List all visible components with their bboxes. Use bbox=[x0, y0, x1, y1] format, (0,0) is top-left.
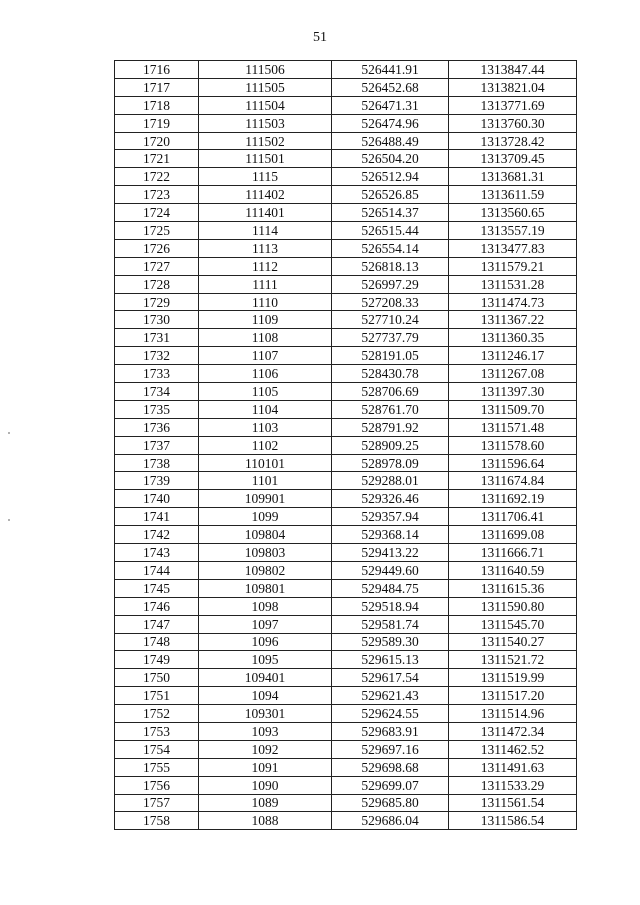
y-coordinate-cell: 1311397.30 bbox=[449, 383, 577, 401]
node-id-cell: 1091 bbox=[199, 758, 332, 776]
point-number-cell: 1722 bbox=[115, 168, 199, 186]
table-row bbox=[115, 257, 577, 275]
x-coordinate-cell: 529581.74 bbox=[332, 615, 449, 633]
node-id-cell: 109901 bbox=[199, 490, 332, 508]
x-coordinate-cell: 529683.91 bbox=[332, 722, 449, 740]
point-number-cell: 1735 bbox=[115, 400, 199, 418]
x-coordinate-cell: 526818.13 bbox=[332, 257, 449, 275]
table-row bbox=[115, 222, 577, 240]
x-coordinate-cell: 529484.75 bbox=[332, 579, 449, 597]
y-coordinate-cell: 1313821.04 bbox=[449, 78, 577, 96]
y-coordinate-cell: 1311615.36 bbox=[449, 579, 577, 597]
coordinates-table-body bbox=[115, 61, 577, 830]
node-id-cell: 109401 bbox=[199, 669, 332, 687]
point-number-cell: 1732 bbox=[115, 347, 199, 365]
y-coordinate-cell: 1311596.64 bbox=[449, 454, 577, 472]
point-number-cell: 1752 bbox=[115, 705, 199, 723]
x-coordinate-cell: 527710.24 bbox=[332, 311, 449, 329]
y-coordinate-cell: 1313681.31 bbox=[449, 168, 577, 186]
point-number-cell: 1739 bbox=[115, 472, 199, 490]
y-coordinate-cell: 1313560.65 bbox=[449, 204, 577, 222]
node-id-cell: 109804 bbox=[199, 526, 332, 544]
y-coordinate-cell: 1311521.72 bbox=[449, 651, 577, 669]
y-coordinate-cell: 1311519.99 bbox=[449, 669, 577, 687]
x-coordinate-cell: 526441.91 bbox=[332, 61, 449, 79]
y-coordinate-cell: 1311474.73 bbox=[449, 293, 577, 311]
y-coordinate-cell: 1311267.08 bbox=[449, 365, 577, 383]
node-id-cell: 1094 bbox=[199, 687, 332, 705]
x-coordinate-cell: 529288.01 bbox=[332, 472, 449, 490]
y-coordinate-cell: 1311531.28 bbox=[449, 275, 577, 293]
y-coordinate-cell: 1311561.54 bbox=[449, 794, 577, 812]
x-coordinate-cell: 528909.25 bbox=[332, 436, 449, 454]
x-coordinate-cell: 529326.46 bbox=[332, 490, 449, 508]
table-row bbox=[115, 812, 577, 830]
point-number-cell: 1733 bbox=[115, 365, 199, 383]
point-number-cell: 1728 bbox=[115, 275, 199, 293]
x-coordinate-cell: 528430.78 bbox=[332, 365, 449, 383]
table-row bbox=[115, 651, 577, 669]
node-id-cell: 1107 bbox=[199, 347, 332, 365]
y-coordinate-cell: 1311706.41 bbox=[449, 508, 577, 526]
node-id-cell: 1090 bbox=[199, 776, 332, 794]
point-number-cell: 1745 bbox=[115, 579, 199, 597]
point-number-cell: 1738 bbox=[115, 454, 199, 472]
node-id-cell: 1109 bbox=[199, 311, 332, 329]
point-number-cell: 1743 bbox=[115, 544, 199, 562]
node-id-cell: 1093 bbox=[199, 722, 332, 740]
x-coordinate-cell: 526515.44 bbox=[332, 222, 449, 240]
x-coordinate-cell: 529698.68 bbox=[332, 758, 449, 776]
x-coordinate-cell: 529617.54 bbox=[332, 669, 449, 687]
node-id-cell: 109301 bbox=[199, 705, 332, 723]
point-number-cell: 1746 bbox=[115, 597, 199, 615]
x-coordinate-cell: 529449.60 bbox=[332, 561, 449, 579]
point-number-cell: 1719 bbox=[115, 114, 199, 132]
y-coordinate-cell: 1311367.22 bbox=[449, 311, 577, 329]
y-coordinate-cell: 1313557.19 bbox=[449, 222, 577, 240]
y-coordinate-cell: 1311590.80 bbox=[449, 597, 577, 615]
node-id-cell: 1095 bbox=[199, 651, 332, 669]
x-coordinate-cell: 528706.69 bbox=[332, 383, 449, 401]
point-number-cell: 1755 bbox=[115, 758, 199, 776]
point-number-cell: 1749 bbox=[115, 651, 199, 669]
x-coordinate-cell: 529699.07 bbox=[332, 776, 449, 794]
y-coordinate-cell: 1313477.83 bbox=[449, 239, 577, 257]
y-coordinate-cell: 1311699.08 bbox=[449, 526, 577, 544]
table-row bbox=[115, 705, 577, 723]
y-coordinate-cell: 1311640.59 bbox=[449, 561, 577, 579]
y-coordinate-cell: 1311666.71 bbox=[449, 544, 577, 562]
x-coordinate-cell: 529697.16 bbox=[332, 740, 449, 758]
point-number-cell: 1730 bbox=[115, 311, 199, 329]
point-number-cell: 1731 bbox=[115, 329, 199, 347]
table-row bbox=[115, 722, 577, 740]
point-number-cell: 1740 bbox=[115, 490, 199, 508]
y-coordinate-cell: 1313709.45 bbox=[449, 150, 577, 168]
y-coordinate-cell: 1311586.54 bbox=[449, 812, 577, 830]
node-id-cell: 1111 bbox=[199, 275, 332, 293]
x-coordinate-cell: 528978.09 bbox=[332, 454, 449, 472]
node-id-cell: 109803 bbox=[199, 544, 332, 562]
node-id-cell: 109801 bbox=[199, 579, 332, 597]
table-row bbox=[115, 508, 577, 526]
x-coordinate-cell: 529589.30 bbox=[332, 633, 449, 651]
x-coordinate-cell: 526452.68 bbox=[332, 78, 449, 96]
point-number-cell: 1734 bbox=[115, 383, 199, 401]
x-coordinate-cell: 529413.22 bbox=[332, 544, 449, 562]
page-number: 51 bbox=[313, 30, 327, 45]
node-id-cell: 1114 bbox=[199, 222, 332, 240]
table-row bbox=[115, 383, 577, 401]
y-coordinate-cell: 1311579.21 bbox=[449, 257, 577, 275]
node-id-cell: 1097 bbox=[199, 615, 332, 633]
node-id-cell: 111501 bbox=[199, 150, 332, 168]
y-coordinate-cell: 1311578.60 bbox=[449, 436, 577, 454]
table-row bbox=[115, 436, 577, 454]
point-number-cell: 1753 bbox=[115, 722, 199, 740]
table-row bbox=[115, 347, 577, 365]
y-coordinate-cell: 1311692.19 bbox=[449, 490, 577, 508]
table-row bbox=[115, 204, 577, 222]
point-number-cell: 1725 bbox=[115, 222, 199, 240]
node-id-cell: 110101 bbox=[199, 454, 332, 472]
node-id-cell: 1101 bbox=[199, 472, 332, 490]
node-id-cell: 109802 bbox=[199, 561, 332, 579]
x-coordinate-cell: 526997.29 bbox=[332, 275, 449, 293]
node-id-cell: 1103 bbox=[199, 418, 332, 436]
table-row bbox=[115, 239, 577, 257]
table-row bbox=[115, 365, 577, 383]
y-coordinate-cell: 1311533.29 bbox=[449, 776, 577, 794]
x-coordinate-cell: 526504.20 bbox=[332, 150, 449, 168]
point-number-cell: 1717 bbox=[115, 78, 199, 96]
point-number-cell: 1721 bbox=[115, 150, 199, 168]
point-number-cell: 1748 bbox=[115, 633, 199, 651]
y-coordinate-cell: 1311545.70 bbox=[449, 615, 577, 633]
node-id-cell: 1105 bbox=[199, 383, 332, 401]
x-coordinate-cell: 529624.55 bbox=[332, 705, 449, 723]
x-coordinate-cell: 526514.37 bbox=[332, 204, 449, 222]
x-coordinate-cell: 526512.94 bbox=[332, 168, 449, 186]
y-coordinate-cell: 1311491.63 bbox=[449, 758, 577, 776]
scan-speck bbox=[8, 432, 10, 434]
table-row bbox=[115, 186, 577, 204]
y-coordinate-cell: 1313611.59 bbox=[449, 186, 577, 204]
table-row bbox=[115, 794, 577, 812]
point-number-cell: 1727 bbox=[115, 257, 199, 275]
point-number-cell: 1750 bbox=[115, 669, 199, 687]
point-number-cell: 1736 bbox=[115, 418, 199, 436]
table-row bbox=[115, 418, 577, 436]
node-id-cell: 111503 bbox=[199, 114, 332, 132]
table-row bbox=[115, 561, 577, 579]
table-row bbox=[115, 168, 577, 186]
y-coordinate-cell: 1311246.17 bbox=[449, 347, 577, 365]
table-row bbox=[115, 311, 577, 329]
node-id-cell: 1115 bbox=[199, 168, 332, 186]
x-coordinate-cell: 529518.94 bbox=[332, 597, 449, 615]
table-row bbox=[115, 669, 577, 687]
node-id-cell: 1089 bbox=[199, 794, 332, 812]
y-coordinate-cell: 1311509.70 bbox=[449, 400, 577, 418]
table-row bbox=[115, 526, 577, 544]
y-coordinate-cell: 1311360.35 bbox=[449, 329, 577, 347]
point-number-cell: 1744 bbox=[115, 561, 199, 579]
node-id-cell: 1092 bbox=[199, 740, 332, 758]
node-id-cell: 111401 bbox=[199, 204, 332, 222]
point-number-cell: 1729 bbox=[115, 293, 199, 311]
x-coordinate-cell: 529615.13 bbox=[332, 651, 449, 669]
x-coordinate-cell: 529357.94 bbox=[332, 508, 449, 526]
table-row bbox=[115, 579, 577, 597]
point-number-cell: 1724 bbox=[115, 204, 199, 222]
y-coordinate-cell: 1313760.30 bbox=[449, 114, 577, 132]
x-coordinate-cell: 529686.04 bbox=[332, 812, 449, 830]
table-row bbox=[115, 615, 577, 633]
table-row bbox=[115, 61, 577, 79]
node-id-cell: 1108 bbox=[199, 329, 332, 347]
point-number-cell: 1754 bbox=[115, 740, 199, 758]
x-coordinate-cell: 528191.05 bbox=[332, 347, 449, 365]
point-number-cell: 1716 bbox=[115, 61, 199, 79]
table-row bbox=[115, 454, 577, 472]
x-coordinate-cell: 526474.96 bbox=[332, 114, 449, 132]
y-coordinate-cell: 1311540.27 bbox=[449, 633, 577, 651]
node-id-cell: 111506 bbox=[199, 61, 332, 79]
node-id-cell: 1112 bbox=[199, 257, 332, 275]
x-coordinate-cell: 526554.14 bbox=[332, 239, 449, 257]
y-coordinate-cell: 1313728.42 bbox=[449, 132, 577, 150]
point-number-cell: 1747 bbox=[115, 615, 199, 633]
point-number-cell: 1756 bbox=[115, 776, 199, 794]
scan-speck bbox=[8, 519, 10, 521]
y-coordinate-cell: 1311462.52 bbox=[449, 740, 577, 758]
point-number-cell: 1757 bbox=[115, 794, 199, 812]
y-coordinate-cell: 1311571.48 bbox=[449, 418, 577, 436]
table-row bbox=[115, 132, 577, 150]
table-row bbox=[115, 597, 577, 615]
x-coordinate-cell: 526526.85 bbox=[332, 186, 449, 204]
x-coordinate-cell: 529621.43 bbox=[332, 687, 449, 705]
x-coordinate-cell: 526488.49 bbox=[332, 132, 449, 150]
node-id-cell: 111402 bbox=[199, 186, 332, 204]
point-number-cell: 1751 bbox=[115, 687, 199, 705]
table-row bbox=[115, 78, 577, 96]
point-number-cell: 1718 bbox=[115, 96, 199, 114]
node-id-cell: 1110 bbox=[199, 293, 332, 311]
table-row bbox=[115, 758, 577, 776]
table-row bbox=[115, 329, 577, 347]
x-coordinate-cell: 526471.31 bbox=[332, 96, 449, 114]
x-coordinate-cell: 528791.92 bbox=[332, 418, 449, 436]
node-id-cell: 1104 bbox=[199, 400, 332, 418]
node-id-cell: 1102 bbox=[199, 436, 332, 454]
x-coordinate-cell: 528761.70 bbox=[332, 400, 449, 418]
y-coordinate-cell: 1313847.44 bbox=[449, 61, 577, 79]
x-coordinate-cell: 529685.80 bbox=[332, 794, 449, 812]
table-row bbox=[115, 633, 577, 651]
table-row bbox=[115, 293, 577, 311]
point-number-cell: 1723 bbox=[115, 186, 199, 204]
table-row bbox=[115, 400, 577, 418]
table-row bbox=[115, 740, 577, 758]
node-id-cell: 1088 bbox=[199, 812, 332, 830]
node-id-cell: 1098 bbox=[199, 597, 332, 615]
coordinates-table bbox=[114, 60, 577, 830]
y-coordinate-cell: 1311514.96 bbox=[449, 705, 577, 723]
table-row bbox=[115, 472, 577, 490]
table-row bbox=[115, 776, 577, 794]
y-coordinate-cell: 1311517.20 bbox=[449, 687, 577, 705]
x-coordinate-cell: 529368.14 bbox=[332, 526, 449, 544]
table-row bbox=[115, 544, 577, 562]
table-row bbox=[115, 687, 577, 705]
node-id-cell: 1106 bbox=[199, 365, 332, 383]
y-coordinate-cell: 1313771.69 bbox=[449, 96, 577, 114]
x-coordinate-cell: 527737.79 bbox=[332, 329, 449, 347]
table-row bbox=[115, 96, 577, 114]
point-number-cell: 1742 bbox=[115, 526, 199, 544]
node-id-cell: 1096 bbox=[199, 633, 332, 651]
y-coordinate-cell: 1311674.84 bbox=[449, 472, 577, 490]
point-number-cell: 1758 bbox=[115, 812, 199, 830]
node-id-cell: 111504 bbox=[199, 96, 332, 114]
table-row bbox=[115, 114, 577, 132]
point-number-cell: 1741 bbox=[115, 508, 199, 526]
node-id-cell: 1113 bbox=[199, 239, 332, 257]
point-number-cell: 1726 bbox=[115, 239, 199, 257]
x-coordinate-cell: 527208.33 bbox=[332, 293, 449, 311]
table-row bbox=[115, 490, 577, 508]
table-row bbox=[115, 275, 577, 293]
node-id-cell: 111505 bbox=[199, 78, 332, 96]
y-coordinate-cell: 1311472.34 bbox=[449, 722, 577, 740]
point-number-cell: 1737 bbox=[115, 436, 199, 454]
table-row bbox=[115, 150, 577, 168]
point-number-cell: 1720 bbox=[115, 132, 199, 150]
node-id-cell: 111502 bbox=[199, 132, 332, 150]
node-id-cell: 1099 bbox=[199, 508, 332, 526]
